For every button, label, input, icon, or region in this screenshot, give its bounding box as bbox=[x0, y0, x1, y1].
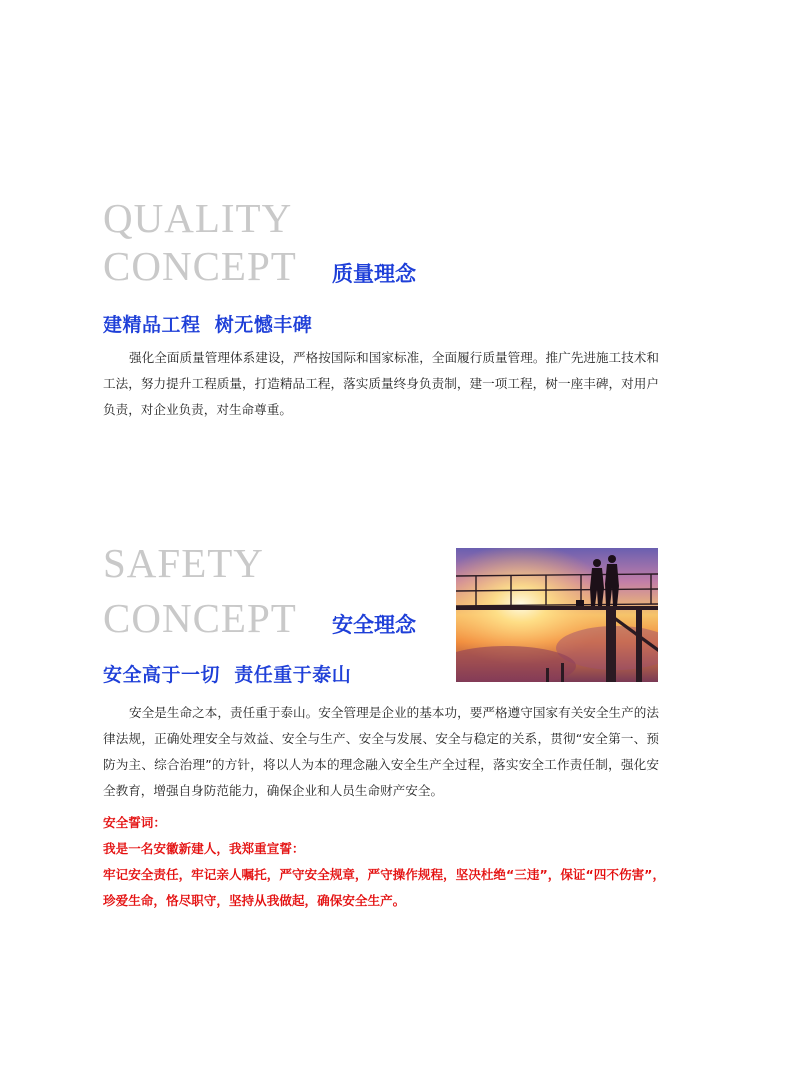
safety-en-title-line1: SAFETY bbox=[103, 540, 264, 586]
safety-en-title-line2: CONCEPT bbox=[103, 595, 297, 641]
safety-cn-title: 安全理念 bbox=[332, 613, 416, 637]
safety-oath-heading: 安全誓词： bbox=[103, 815, 166, 830]
sunset-workers-illustration bbox=[456, 548, 658, 682]
quality-en-title-line1: QUALITY bbox=[103, 195, 293, 241]
quality-body-text: 强化全面质量管理体系建设，严格按国际和国家标准，全面履行质量管理。推广先进施工技术和工法，努力提升工程质量，打造精品工程，落实质量终身负责制，建一项工程，树一座丰碑，对用户负责，对企业负责，对生命尊重。 bbox=[103, 350, 659, 417]
quality-cn-title: 质量理念 bbox=[332, 262, 416, 286]
quality-slogan: 建精品工程 树无憾丰碑 bbox=[103, 314, 313, 336]
quality-en-title-line2: CONCEPT bbox=[103, 243, 297, 289]
safety-slogan: 安全高于一切 责任重于泰山 bbox=[103, 664, 352, 686]
safety-body-text: 安全是生命之本，责任重于泰山。安全管理是企业的基本功，要严格遵守国家有关安全生产的法律法规，正确处理安全与效益、安全与生产、安全与发展、安全与稳定的关系，贯彻“安全第一、预防为主、综合治理”的方针，将以人为本的理念融入安全生产全过程，落实安全工作责任制，强化安全教育，增强自身防范能力，确保企业和人员生命财产安全。 bbox=[103, 705, 659, 798]
safety-oath-line2: 牢记安全责任，牢记亲人嘱托，严守安全规章，严守操作规程，坚决杜绝“三违”，保证“四不伤害”，珍爱生命，恪尽职守，坚持从我做起，确保安全生产。 bbox=[103, 867, 666, 908]
safety-oath-line1: 我是一名安徽新建人，我郑重宣誓： bbox=[103, 841, 305, 856]
safety-workers-photo bbox=[456, 548, 658, 682]
